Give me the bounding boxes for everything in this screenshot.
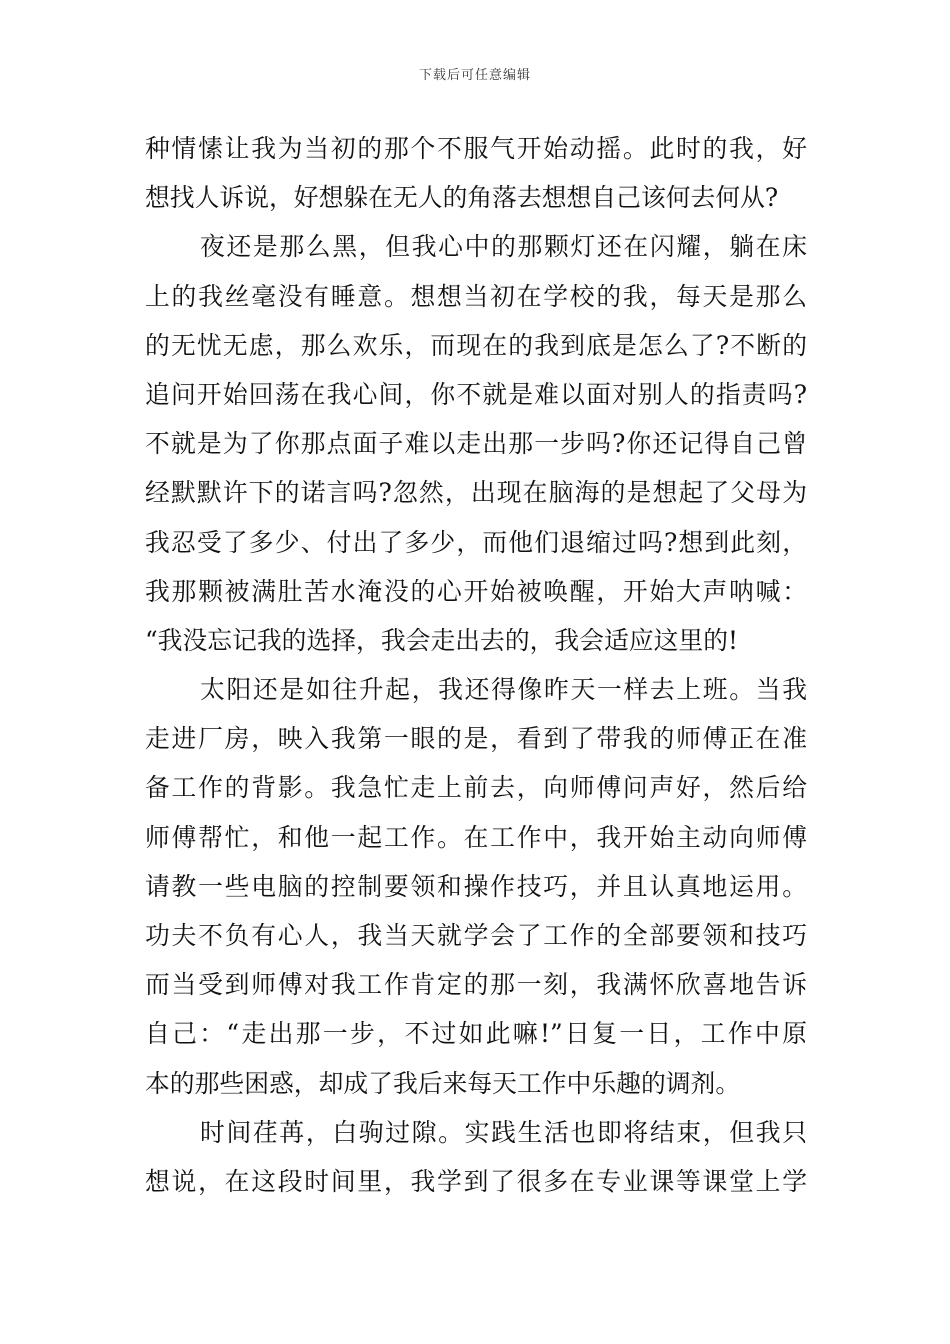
text-line: 的无忧无虑，那么欢乐，而现在的我到底是怎么了?不断的 [145,330,807,360]
text-line: 种情愫让我为当初的那个不服气开始动摇。此时的我，好 [145,134,807,163]
page-header: 下载后可任意编辑 [418,68,531,83]
text-line: 我那颗被满肚苦水淹没的心开始被唤醒，开始大声呐喊： [145,576,807,606]
text-line: 夜还是那么黑，但我心中的那颗灯还在闪耀，躺在床 [200,232,807,262]
text-line: 而当受到师傅对我工作肯定的那一刻，我满怀欣喜地告诉 [145,970,807,1000]
text-line: 自己：“走出那一步，不过如此嘛!”日复一日，工作中原 [145,1019,807,1049]
text-line: 功夫不负有心人，我当天就学会了工作的全部要领和技巧 [145,921,807,950]
text-line: 本的那些困惑，却成了我后来每天工作中乐趣的调剂。 [145,1068,741,1098]
text-line: 备工作的背影。我急忙走上前去，向师傅问声好，然后给 [145,773,807,803]
text-line: 太阳还是如往升起，我还得像昨天一样去上班。当我 [200,675,807,705]
text-line: 想说，在这段时间里，我学到了很多在专业课等课堂上学 [145,1166,807,1196]
text-line: 请教一些电脑的控制要领和操作技巧，并且认真地运用。 [145,871,807,901]
text-line: 走进厂房，映入我第一眼的是，看到了带我的师傅正在准 [145,724,807,754]
text-line: 上的我丝毫没有睡意。想想当初在学校的我，每天是那么 [145,281,807,311]
text-line: 时间荏苒，白驹过隙。实践生活也即将结束，但我只 [200,1117,807,1147]
text-line: 师傅帮忙，和他一起工作。在工作中，我开始主动向师傅 [145,822,807,852]
text-line: 经默默许下的诺言吗?忽然，出现在脑海的是想起了父母为 [145,478,807,508]
text-line: 想找人诉说，好想躲在无人的角落去想想自己该何去何从? [145,183,779,213]
text-line: 追问开始回荡在我心间，你不就是难以面对别人的指责吗? [145,379,807,409]
text-line: 我忍受了多少、付出了多少，而他们退缩过吗?想到此刻， [145,527,807,557]
text-line: 不就是为了你那点面子难以走出那一步吗?你还记得自己曾 [145,429,807,459]
body-text [145,124,807,1206]
text-line: “我没忘记我的选择，我会走出去的，我会适应这里的! [145,625,738,655]
